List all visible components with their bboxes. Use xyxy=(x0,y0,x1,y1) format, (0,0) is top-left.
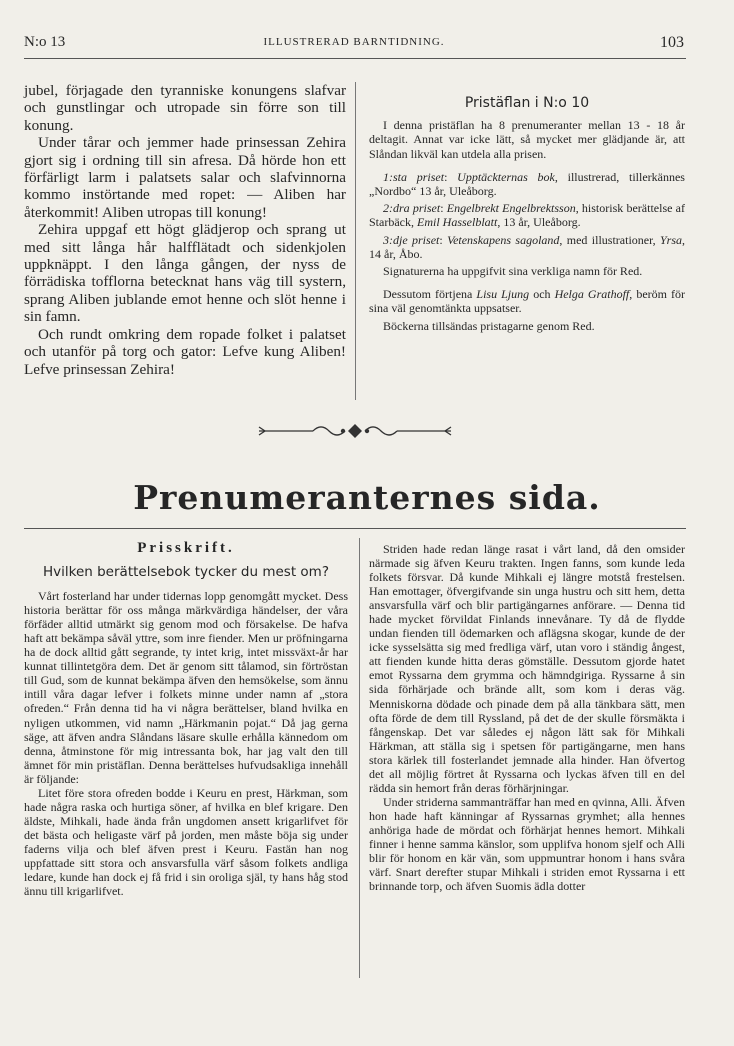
essay-paragraph: Litet före stora ofreden bodde i Keuru en prest, Härkman, som hade några raska och hurtiga söner, af hvilka en blef krigare. Den äldste, Mihkali, hade ända från ungdomen ansett krigarlifvet för det bästa och heligaste värf på jorden, men måste böja sig under faderns vilja och blef äfven prest i Keuru. Fastän han nog uppfattade sitt stora och ansvarsfulla värf såsom folkets andliga ledare, kunde han dock ej få frid i sin oroliga själ, ty hans håg stod ännu till krigarlifvet. xyxy=(24,785,348,899)
second-prize-name: Emil Hasselblatt xyxy=(416,215,498,230)
mention-name-2: Helga Grathoff xyxy=(554,287,630,302)
header-divider xyxy=(24,58,686,59)
signatures-note: Signaturerna ha uppgifvit sina verkliga namn för Red. xyxy=(383,264,643,279)
books-sent-note: Böckerna tillsändas pristagarne genom Red. xyxy=(383,318,595,333)
prize-intro: I denna pristäflan ha 8 prenumeranter mellan 13 - 18 år deltagit. Annat var icke lätt, så mycket mer glädjande är, att Slåndan likväl kan utdela alla prisen. xyxy=(369,118,685,161)
mention-rest: , beröm för sina väl genomtänkta uppsatser. xyxy=(369,287,686,316)
prize-list-column xyxy=(369,96,685,336)
third-prize-detail: , med illustrationer, xyxy=(559,232,656,247)
ornament-divider xyxy=(255,421,455,441)
mention-intro: Dessutom förtjena xyxy=(383,287,473,302)
page-number: 103 xyxy=(660,34,684,51)
third-prize-name: Yrsa xyxy=(659,232,682,247)
essay-question: Hvilken berättelsebok tycker du mest om? xyxy=(42,564,329,581)
honorable-mention xyxy=(369,287,685,315)
story-paragraph: jubel, förjagade den tyranniske konungens slafvar och gunstlingar och utropade sin förre son till konung. xyxy=(24,82,346,134)
first-prize-label: 1:sta priset xyxy=(383,169,445,184)
second-prize-winner: , 13 år, Uleåborg. xyxy=(497,215,581,230)
story-paragraph: Under tårar och jemmer hade prinsessan Zehira gjort sig i ordning till sin afresa. Då hörde hon ett förfärligt larm i palatsets salar och slafvinnorna kommo instörtande med ropet: — Aliben har återkommit! Aliben utropas till konung! xyxy=(24,134,346,221)
third-prize: 3:dje priset: Vetenskapens sagoland, med illustrationer, Yrsa, 14 år, Åbo. xyxy=(369,232,685,261)
essay-right-column xyxy=(369,542,685,893)
essay-left-column xyxy=(24,541,348,898)
story-paragraph: Och rundt omkring dem ropade folket i palatset och utanför på torg och gator: Lefve kung Aliben! Lefve prinsessan Zehira! xyxy=(24,325,346,378)
column-divider-bottom xyxy=(359,538,360,978)
mention-name-1: Lisu Ljung xyxy=(476,287,530,302)
page-header xyxy=(24,34,684,54)
essay-paragraph: Vårt fosterland har under tidernas lopp genomgått mycket. Dess historia berättar för oss många märkvärdiga händelser, der våra förfäder alltid utmärkt sig genom mod och försakelse. De hafva haft att bekämpa såväl yttre, som inre fiender. Men ur pröfningarna ha de dock alltid gått segrande, ty intet krig, intet missväxt-år har kunnat tillintetgöra dem. Det är genom sitt tålamod, sin förtröstan till Gud, som de kunnat bekämpa äfven den hemsökelse, som ännu intill våra dagar lefver i folkets minne under namn af „stora ofreden.“ Från denna tid ha vi några berättelser, bland hvilka en nyligen utkommen, vid namn „Härkmanin pojat.“ Då jag gerna säge, att äfven andra Slåndans läsare skulle erhålla kännedom om denna, åtminstone för mig intressanta bok, har jag valt den till ämnet för min pristäflan. Denna berättelses hufvudsakliga innehåll är följande: xyxy=(24,589,348,786)
column-divider-top xyxy=(355,82,356,400)
third-prize-label: 3:dje priset xyxy=(383,232,440,247)
essay-paragraph: Striden hade redan länge rasat i vårt land, då den omsider närmade sig äfven Keuru trakten. Ingen fanns, som kunde leda folkets försvar. Då kunde Mihkali ej längre motstå frestelsen. Han emottager, öfvergifvande sin unga hustru och sitt hem, detta ansvarsfulla värf och blir partigängarnes anförare. — Denna tid hade mycket förvildat Finlands innevånare. Ty då de flydde undan fienden till ödemarken och aflägsna skogar, kunde de der icke sysselsätta sig med fredliga värf, utan voro i ständig ångest, att fienden kunde hitta deras gömställe. Dessutom gjorde hatet emot Ryssarna dem grymma och hämndgiriga. Ryssarne å sin sida förhärjade och brände allt, som kom i deras väg. Menniskorna dödade och pinade dem på alla tänkbara sätt, men ofta förde de dem till Ryssland, på det de der skulle försmäkta i fångenskap. Det var således ej någon lätt sak för Mihkali Härkman, att ställa sig i spetsen för partigängarne, men hans stora kärlek till fosterlandet jemnade alla hinder. Han öfvertog det all möjlig förtret åt Ryssarna och lyckas äfven till en del rädda sin hemort från deras förhärjningar. xyxy=(369,542,685,795)
first-prize-book: Upptäckternas bok xyxy=(457,169,555,184)
first-prize-winner: , illustrerad, tillerkännes „Nordbo“ 13 år, Uleåborg. xyxy=(369,169,685,199)
section-heading: Prenumeranternes sida. xyxy=(133,478,601,517)
story-paragraph: Zehira uppgaf ett högt glädjerop och sprang ut med sitt långa hår halfflätadt och sidenkjolen uppknäppt. I den långa gången, der nyss de förrädiska tofflorna betecknat hans väg till systern, sprang Aliben jublande emot henne och slöt henne i sin famn. xyxy=(24,221,346,326)
prize-list-title: Pristäflan i N:o 10 xyxy=(464,95,590,111)
mention-and: och xyxy=(533,287,551,302)
second-prize-detail: , historisk berättelse af Starbäck, xyxy=(369,201,685,230)
issue-number: N:o 13 xyxy=(24,34,66,50)
essay-paragraph: Under striderna sammanträffar han med en qvinna, Alli. Äfven hon hade haft känningar af Ryssarnas grymhet; alla hennes anhöriga hade de mördat och förhärjat hennes hemort. Mihkali finner i henne samma känslor, som upplifva honom sjelf och Alli blir för honom en kär vän, som uppmuntrar honom i hans svåra värf. Snart derefter stupar Mihkali i striden emot Ryssarna i ett brinnande torp, och äfven Suomis ädla dotter xyxy=(369,794,685,894)
magazine-title: ILLUSTRERAD BARNTIDNING. xyxy=(263,36,445,48)
second-prize-label: 2:dra priset xyxy=(383,201,441,216)
second-prize-book: Engelbrekt Engelbrektsson xyxy=(446,201,576,216)
essay-label: Prisskrift. xyxy=(137,540,235,556)
first-prize: 1:sta priset: Upptäckternas bok, illustrerad, tillerkännes „Nordbo“ 13 år, Uleåborg. xyxy=(369,169,685,199)
third-prize-winner: , 14 år, Åbo. xyxy=(369,232,685,261)
story-end-column xyxy=(24,82,346,378)
third-prize-book: Vetenskapens sagoland xyxy=(447,232,560,247)
heading-divider xyxy=(24,528,686,529)
second-prize: 2:dra priset: Engelbrekt Engelbrektsson, historisk berättelse af Starbäck, Emil Hasselblatt, 13 år, Uleåborg. xyxy=(369,201,685,230)
